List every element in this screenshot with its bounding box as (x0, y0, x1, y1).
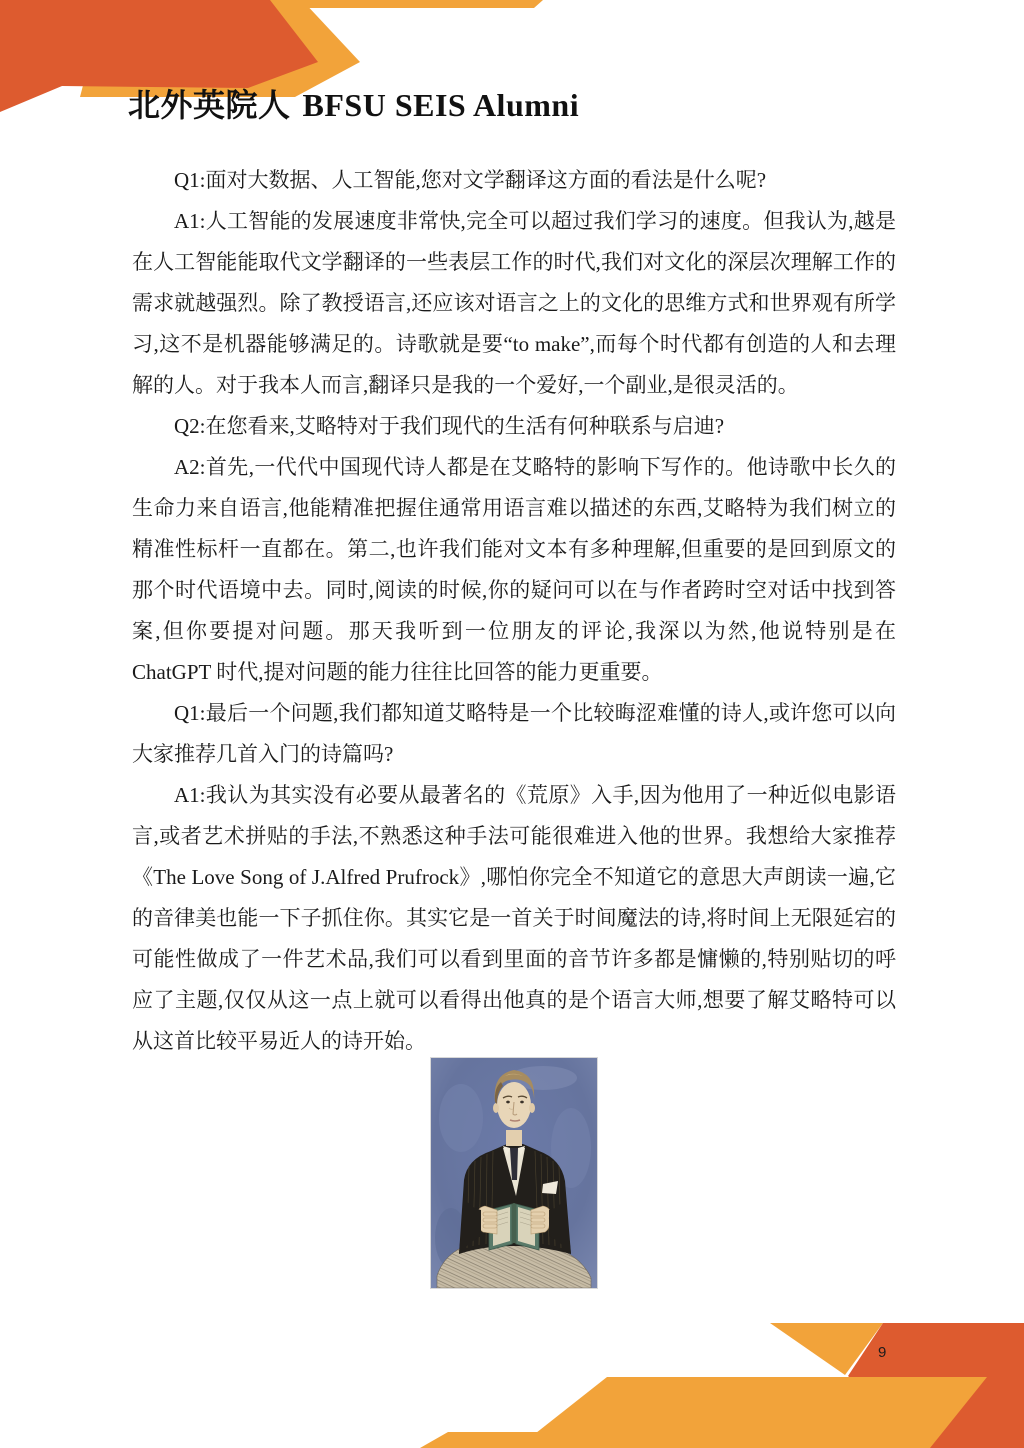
header-amber-top-strip (290, 0, 544, 8)
page-title-english: BFSU SEIS Alumni (302, 87, 580, 123)
interview-text (132, 160, 896, 1062)
neck (506, 1130, 522, 1146)
paragraph-q1: Q1:面对大数据、人工智能,您对文学翻译这方面的看法是什么呢? (174, 168, 767, 192)
page-title (128, 80, 579, 126)
paragraph-a1: A1:人工智能的发展速度非常快,完全可以超过我们学习的速度。但我认为,越是在人工智能能取代文学翻译的一些表层工作的时代,我们对文化的深层次理解工作的需求就越强烈。除了教授语言,还应该对语言之上的文化的思维方式和世界观有所学习,这不是机器能够满足的。诗歌就是要“to make”,而每个时代都有创造的人和去理解的人。对于我本人而言,翻译只是我的一个爱好,一个副业,是很灵活的。 (132, 209, 896, 397)
paragraph-a2: A2:首先,一代代中国现代诗人都是在艾略特的影响下写作的。他诗歌中长久的生命力来自语言,他能精准把握住通常用语言难以描述的东西,艾略特为我们树立的精准性标杆一直都在。第二,也许我们能对文本有多种理解,但重要的是回到原文的那个时代语境中去。同时,阅读的时候,你的疑问可以在与作者跨时空对话中找到答案,但你要提对问题。那天我听到一位朋友的评论,我深以为然,他说特别是在 ChatGPT 时代,提对问题的能力往往比回答的能力更重要。 (132, 455, 896, 684)
paragraph-a3: A1:我认为其实没有必要从最著名的《荒原》入手,因为他用了一种近似电影语言,或者艺术拼贴的手法,不熟悉这种手法可能很难进入他的世界。我想给大家推荐《The Love Song of J.Alfred Prufrock》,哪怕你完全不知道它的意思大声朗读一遍,它的音律美也能一下子抓住你。其实它是一首关于时间魔法的诗,将时间上无限延宕的可能性做成了一件艺术品,我们可以看到里面的音节许多都是慵懒的,特别贴切的呼应了主题,仅仅从这一点上就可以看得出他真的是个语言大师,想要了解艾略特可以从这首比较平易近人的诗开始。 (132, 783, 896, 1053)
eliot-portrait-painting (431, 1058, 597, 1288)
paragraph-q2: Q2:在您看来,艾略特对于我们现代的生活有何种联系与启迪? (174, 414, 725, 438)
page-number: 9 (878, 1344, 887, 1361)
footer-amber-band (510, 1375, 990, 1448)
page-title-chinese: 北外英院人 (128, 87, 291, 123)
paragraph-q3: Q1:最后一个问题,我们都知道艾略特是一个比较晦涩难懂的诗人,或许您可以向大家推荐几首入门的诗篇吗? (132, 701, 896, 766)
portrait-illustration (431, 1058, 597, 1288)
